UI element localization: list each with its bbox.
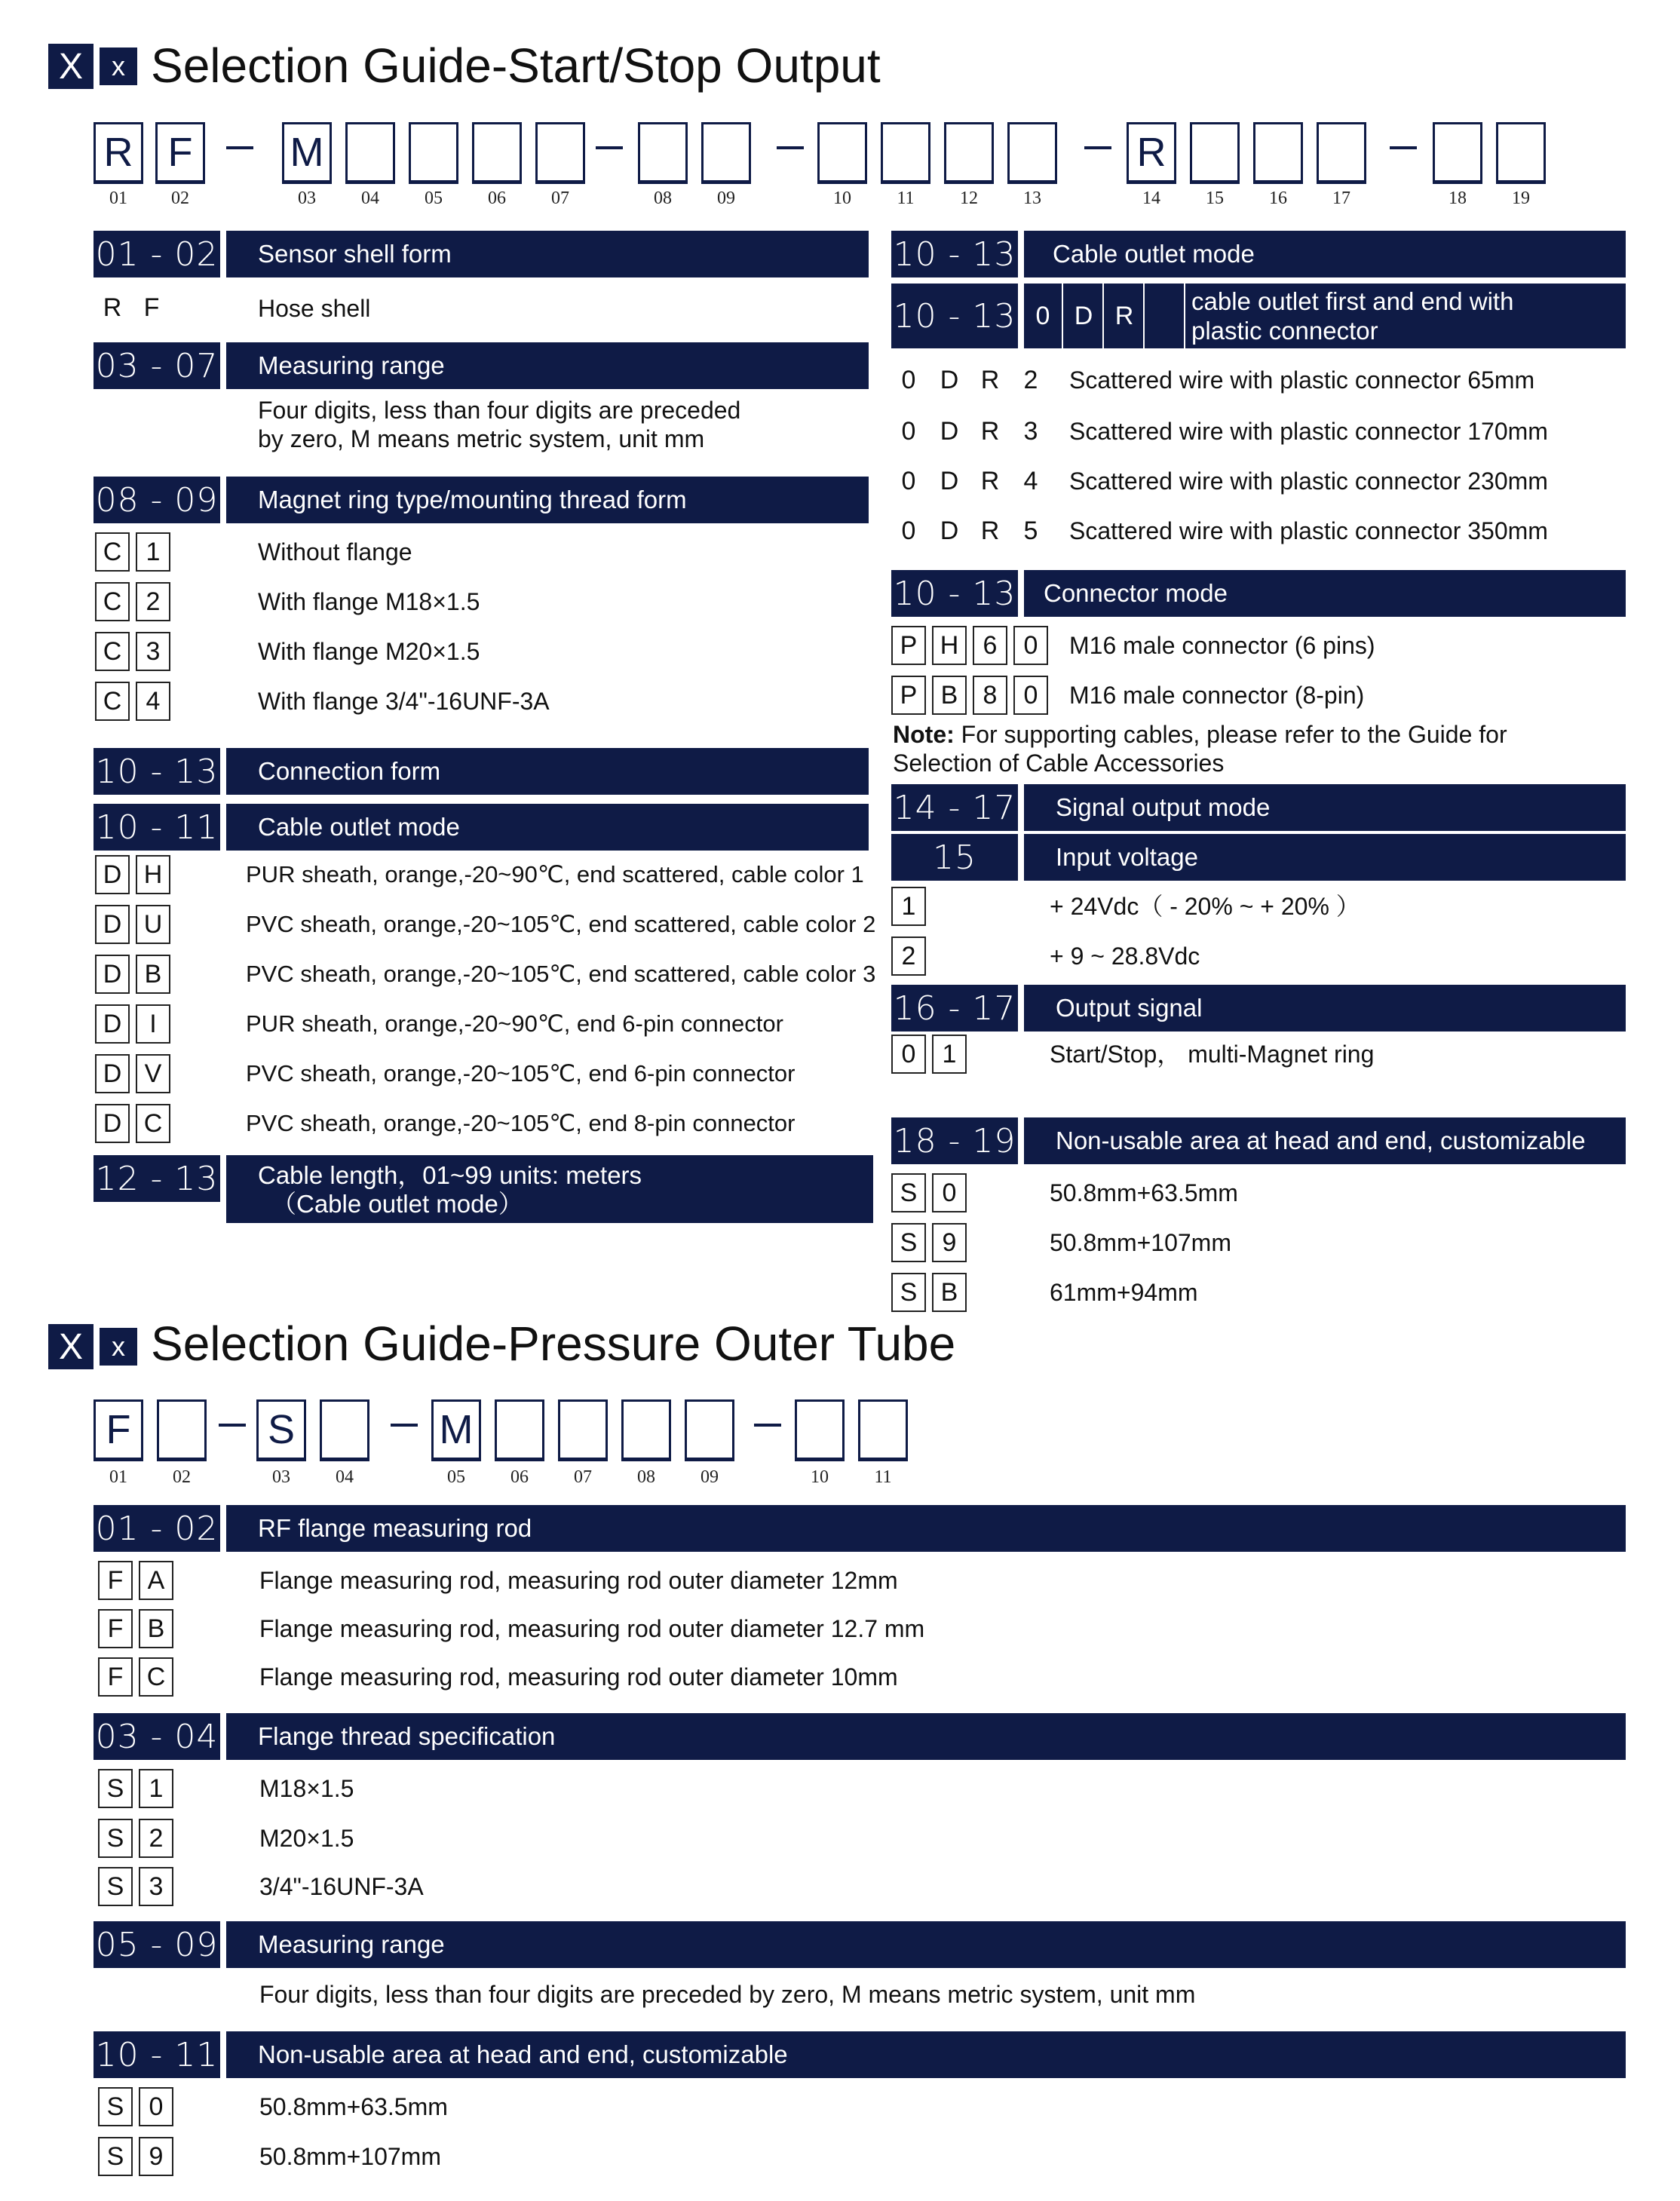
logo-x-small: x [100,1328,137,1366]
row-text: PVC sheath, orange,-20~105℃, end scattered, cable color 2 [246,911,876,937]
code-cell: P [891,626,926,665]
voltage-pos: 15 [891,834,1018,881]
shell-text: Hose shell [258,295,371,322]
code-box [409,122,458,184]
code-position-number: 02 [171,189,189,208]
row-text: 50.8mm+63.5mm [259,2093,448,2120]
shell-pos: 01 - 02 [94,231,220,277]
shell-header: Sensor shell form [226,231,869,277]
row-text: M16 male connector (8-pin) [1069,682,1365,709]
code-cell: C [95,582,130,621]
code-box [1007,122,1057,184]
code-position-number: 13 [1023,189,1041,208]
code-cell: C [139,1657,173,1697]
code-separator [596,146,623,149]
brand-logo [48,44,137,89]
code-position-number: 06 [510,1467,529,1487]
code-box [621,1399,671,1461]
code-box: M [282,122,332,184]
connection-pos: 10 - 13 [94,748,220,795]
code-cell: C [136,1104,170,1143]
nonusable1-header: Non-usable area at head and end, customizable [1024,1117,1626,1164]
range-header: Measuring range [226,342,869,389]
code-position-number: 04 [336,1467,354,1487]
code-box [1496,122,1546,184]
code-cell: R [95,288,130,327]
magnet-header: Magnet ring type/mounting thread form [226,477,869,523]
code-cell: I [136,1004,170,1044]
code-cell: S [891,1173,926,1212]
code-cell: D [95,1104,130,1143]
code-position-number: 18 [1449,189,1467,208]
thread-pos: 03 - 04 [94,1713,220,1760]
code-cell: 8 [973,676,1007,715]
cable-header: Cable outlet mode [226,804,869,851]
output-header: Output signal [1024,985,1626,1032]
outlet2-text [1191,287,1513,345]
range2-pos: 05 - 09 [94,1921,220,1968]
code-box [638,122,688,184]
code-cell: 0 [891,1035,926,1074]
row-text: 50.8mm+107mm [259,2143,441,2170]
row-text: With flange M18×1.5 [258,588,480,615]
code-cell: U [136,905,170,944]
row-text: M20×1.5 [259,1825,354,1852]
connection-header: Connection form [226,748,869,795]
range-text-line2: by zero, M means metric system, unit mm [258,425,705,452]
code-cell: H [932,626,967,665]
code-cell: B [139,1609,173,1648]
code-cell: 3 [1013,412,1048,451]
outlet2-header [1024,284,1626,348]
code-cell: S [891,1223,926,1262]
code-separator [391,1424,418,1427]
code-separator [219,1424,246,1427]
note-text-line1: For supporting cables, please refer to the Guide for [954,721,1507,748]
row-text: + 9 ~ 28.8Vdc [1050,943,1200,970]
section1-title: Selection Guide-Start/Stop Output [151,38,881,93]
length-pos: 12 - 13 [94,1155,220,1202]
code-box [345,122,395,184]
code-box [1253,122,1303,184]
code-box: R [94,122,143,184]
code-separator [1084,146,1111,149]
range-pos: 03 - 07 [94,342,220,389]
code-box [558,1399,608,1461]
code-cell: 3 [139,1867,173,1906]
nonusable2-header: Non-usable area at head and end, customizable [226,2031,1626,2078]
length-header-line2: （Cable outlet mode） [271,1190,523,1218]
code-position-number: 01 [109,189,127,208]
code-cell: 5 [1013,511,1048,550]
code-cell: 0 [932,1173,967,1212]
code-cell: D [932,412,967,451]
code-cell: B [932,676,967,715]
outlet2-text-line1: cable outlet first and end with [1191,287,1514,315]
row-text: PUR sheath, orange,-20~90℃, end 6-pin connector [246,1010,783,1037]
code-position-number: 12 [960,189,978,208]
code-box [701,122,751,184]
outlet2-pos: 10 - 13 [891,284,1018,348]
outlet-header: Cable outlet mode [1024,231,1626,277]
code-position-number: 09 [701,1467,719,1487]
logo-x-large: X [48,44,94,89]
code-cell: P [891,676,926,715]
row-text: With flange 3/4"-16UNF-3A [258,688,550,715]
row-text: PVC sheath, orange,-20~105℃, end scattered, cable color 3 [246,961,876,987]
code-cell: 0 [1013,676,1048,715]
code-position-number: 03 [272,1467,290,1487]
note-label: Note: [893,721,955,748]
row-text: PUR sheath, orange,-20~90℃, end scattered, cable color 1 [246,861,864,887]
code-box [1190,122,1240,184]
code-cell: D [95,955,130,994]
code-position-number: 10 [833,189,851,208]
code-box [495,1399,544,1461]
code-cell: 9 [932,1223,967,1262]
code-cell: B [932,1273,967,1312]
code-box [472,122,522,184]
row-text: Scattered wire with plastic connector 230mm [1069,467,1548,495]
rod-pos: 01 - 02 [94,1505,220,1552]
section2-title: Selection Guide-Pressure Outer Tube [151,1317,956,1371]
code-cell: 2 [136,582,170,621]
code-cell: 0 [891,511,926,550]
code-separator [777,146,804,149]
code-cell: 1 [139,1769,173,1808]
code-box [157,1399,207,1461]
signal-pos: 14 - 17 [891,784,1018,831]
code-cell: 0 [891,461,926,501]
row-text: 50.8mm+63.5mm [1050,1179,1238,1206]
code-cell: A [139,1561,173,1600]
row-text: PVC sheath, orange,-20~105℃, end 6-pin connector [246,1060,796,1087]
code-cell: D [1065,284,1104,348]
range2-header: Measuring range [226,1921,1626,1968]
code-box: M [431,1399,481,1461]
voltage-header: Input voltage [1024,834,1626,881]
code-box [858,1399,908,1461]
code-position-number: 17 [1332,189,1350,208]
code-cell: F [98,1561,133,1600]
signal-header: Signal output mode [1024,784,1626,831]
rod-header: RF flange measuring rod [226,1505,1626,1552]
code-box [685,1399,734,1461]
code-position-number: 11 [897,189,915,208]
code-cell: 2 [1013,360,1048,400]
logo-x-small: x [100,48,137,85]
row-text: Start/Stop， multi-Magnet ring [1050,1041,1375,1068]
cable-pos: 10 - 11 [94,804,220,851]
code-box: R [1127,122,1176,184]
length-header-line1: Cable length，01~99 units: meters [258,1161,642,1189]
code-position-number: 07 [551,189,569,208]
code-position-number: 05 [425,189,443,208]
outlet-pos: 10 - 13 [891,231,1018,277]
code-cell: C [95,532,130,572]
row-text: 50.8mm+107mm [1050,1229,1231,1256]
code-box: S [256,1399,306,1461]
code-box [1317,122,1366,184]
code-cell: 4 [1013,461,1048,501]
code-cell: 0 [1024,284,1063,348]
code-position-number: 15 [1206,189,1224,208]
code-cell: F [134,288,169,327]
code-cell: D [95,855,130,894]
code-separator [1390,146,1417,149]
code-cell: 0 [891,412,926,451]
code-cell: 0 [891,360,926,400]
connector-pos: 10 - 13 [891,570,1018,617]
note [893,720,1507,777]
code-box [320,1399,369,1461]
code-box: F [94,1399,143,1461]
code-cell: S [98,1819,133,1858]
code-cell: C [95,682,130,721]
code-position-number: 11 [874,1467,892,1487]
code-box [535,122,585,184]
code-cell: C [95,632,130,671]
code-separator [754,1424,781,1427]
row-text: M16 male connector (6 pins) [1069,632,1375,659]
row-text: 61mm+94mm [1050,1279,1198,1306]
code-cell: D [95,1004,130,1044]
row-text: 3/4"-16UNF-3A [259,1873,424,1900]
code-cell: 4 [136,682,170,721]
code-position-number: 03 [298,189,316,208]
row-text: Flange measuring rod, measuring rod outer diameter 12.7 mm [259,1615,925,1642]
code-cell: S [98,1769,133,1808]
code-cell: F [98,1657,133,1697]
code-position-number: 08 [654,189,672,208]
nonusable1-pos: 18 - 19 [891,1117,1018,1164]
code-box [1433,122,1482,184]
code-cell: V [136,1054,170,1093]
row-text: Flange measuring rod, measuring rod outer diameter 10mm [259,1663,898,1691]
row-text: Scattered wire with plastic connector 65mm [1069,366,1535,394]
code-position-number: 01 [109,1467,127,1487]
code-position-number: 06 [488,189,506,208]
row-text: Scattered wire with plastic connector 350mm [1069,517,1548,544]
code-cell: 0 [139,2087,173,2126]
code-cell: 9 [139,2137,173,2176]
code-cell: H [136,855,170,894]
code-cell: S [891,1273,926,1312]
code-box [795,1399,845,1461]
code-position-number: 07 [574,1467,592,1487]
range-text-line1: Four digits, less than four digits are preceded [258,397,741,424]
code-cell: D [932,360,967,400]
row-text: Without flange [258,538,412,566]
code-cell: 2 [139,1819,173,1858]
code-cell: R [973,360,1007,400]
code-cell: R [973,412,1007,451]
code-box [817,122,867,184]
code-cell: S [98,2137,133,2176]
row-text: PVC sheath, orange,-20~105℃, end 8-pin connector [246,1110,796,1136]
thread-header: Flange thread specification [226,1713,1626,1760]
note-text-line2: Selection of Cable Accessories [893,750,1225,777]
code-cell: 2 [891,936,926,976]
connector-header: Connector mode [1024,570,1626,617]
code-cell: D [95,1054,130,1093]
code-position-number: 10 [811,1467,829,1487]
code-position-number: 09 [717,189,735,208]
code-cell: 0 [1013,626,1048,665]
code-cell: R [973,461,1007,501]
code-cell: 1 [891,887,926,926]
code-cell: D [932,461,967,501]
code-cell [1146,284,1185,348]
code-separator [226,146,253,149]
logo-x-large: X [48,1324,94,1369]
code-position-number: 08 [637,1467,655,1487]
code-box: F [155,122,205,184]
row-text: Flange measuring rod, measuring rod outer diameter 12mm [259,1567,898,1594]
code-cell: S [98,2087,133,2126]
row-text: With flange M20×1.5 [258,638,480,665]
nonusable2-pos: 10 - 11 [94,2031,220,2078]
code-position-number: 04 [361,189,379,208]
code-cell: R [973,511,1007,550]
code-cell: D [95,905,130,944]
brand-logo-2 [48,1324,137,1369]
row-text: + 24Vdc（ - 20% ~ + 20% ） [1050,893,1360,920]
code-position-number: 02 [173,1467,191,1487]
code-position-number: 14 [1142,189,1160,208]
code-cell: R [1105,284,1145,348]
code-box [944,122,994,184]
code-box [881,122,930,184]
outlet2-text-line2: plastic connector [1191,317,1378,345]
row-text: Scattered wire with plastic connector 170mm [1069,418,1548,445]
code-cell: F [98,1609,133,1648]
length-header [226,1155,873,1223]
output-pos: 16 - 17 [891,985,1018,1032]
code-position-number: 16 [1269,189,1287,208]
code-cell: 6 [973,626,1007,665]
range2-text: Four digits, less than four digits are preceded by zero, M means metric system, unit mm [259,1981,1196,2008]
code-cell: 1 [932,1035,967,1074]
code-cell: 3 [136,632,170,671]
code-position-number: 19 [1512,189,1530,208]
code-cell: 1 [136,532,170,572]
code-position-number: 05 [447,1467,465,1487]
magnet-pos: 08 - 09 [94,477,220,523]
code-cell: D [932,511,967,550]
code-cell: B [136,955,170,994]
code-cell: S [98,1867,133,1906]
row-text: M18×1.5 [259,1775,354,1802]
